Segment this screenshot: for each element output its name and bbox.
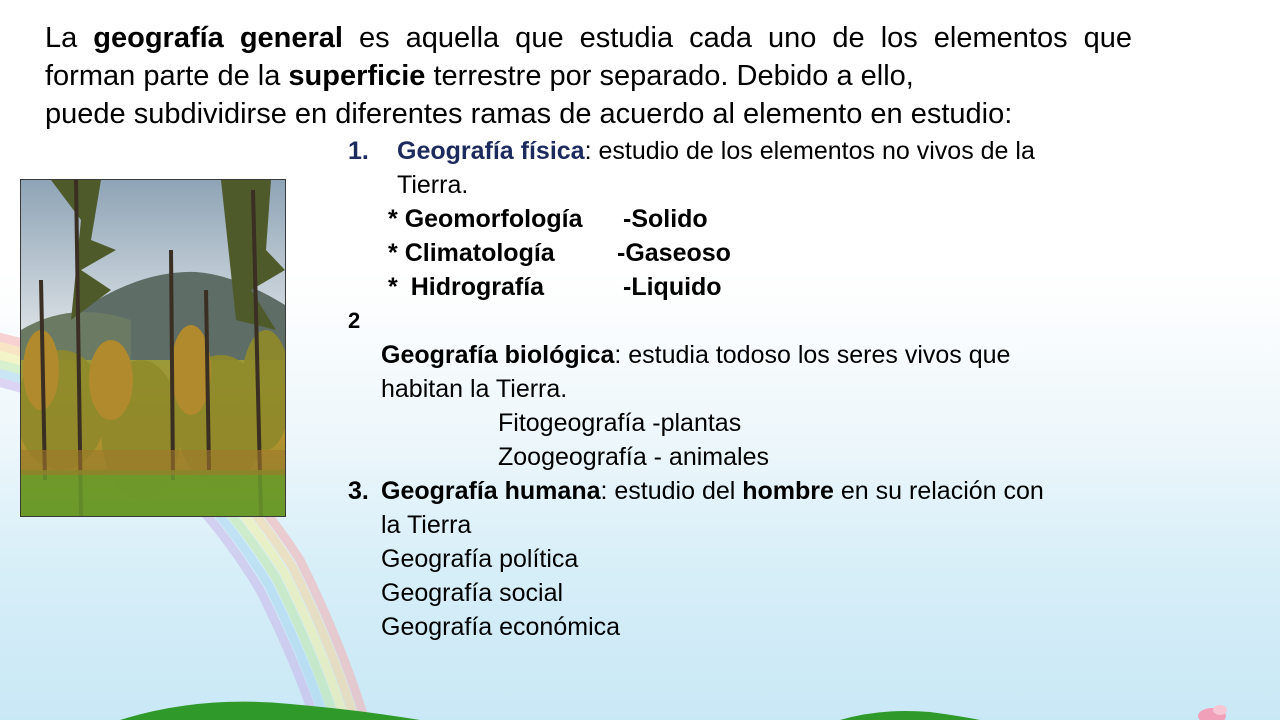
branch-desc: : estudia todoso los seres vivos que [614, 341, 1011, 369]
sub-branch-name: Climatología [404, 239, 555, 267]
intro-bold-term: geografía general [93, 22, 343, 54]
intro-last-line: puede subdividirse en diferentes ramas de acuerdo al elemento en estudio: [45, 98, 1013, 130]
intro-bold-term: superficie [288, 60, 426, 92]
branch-humana-line1 [381, 474, 1044, 508]
branch-biologica-line2: habitan la Tierra. [381, 375, 568, 403]
branch-title: Geografía biológica [381, 341, 615, 369]
branch-number: 3. [348, 477, 369, 505]
hill-right [840, 711, 980, 720]
bullet: * [388, 205, 398, 233]
sub-branch-name: Geomorfología [404, 205, 583, 233]
branch-biologica-line1 [381, 338, 1010, 372]
branch-desc: : estudio de los elementos no vivos de la [584, 137, 1035, 165]
intro-text: terrestre por separado. Debido a ello, [425, 60, 914, 92]
intro-paragraph [45, 19, 1132, 133]
sub-branch-item [388, 270, 544, 304]
sub-branch-item [388, 202, 582, 236]
bullet: * [388, 273, 398, 301]
hill-left [120, 702, 420, 720]
intro-text: La [45, 22, 94, 54]
sub-branch-item: Geografía política [381, 545, 579, 573]
sub-branch-item: Geografía económica [381, 613, 621, 641]
sub-branch-state: -Gaseoso [617, 239, 731, 267]
branch-desc: : estudio del [600, 477, 743, 505]
bullet: * [388, 239, 398, 267]
sub-branch-item: Fitogeografía -plantas [498, 409, 742, 437]
branch-desc: en su relación con [833, 477, 1044, 505]
sub-branch-item [388, 236, 555, 270]
branch-title: Geografía humana [381, 477, 601, 505]
sub-branch-name: Hidrografía [410, 273, 545, 301]
branch-fisica-line1 [397, 134, 1035, 168]
branch-title: Geografía física [397, 137, 585, 165]
sub-branch-state: -Solido [623, 205, 708, 233]
sub-branch-item: Geografía social [381, 579, 564, 607]
forest-photo [20, 179, 286, 517]
sub-branch-item: Zoogeografía - animales [498, 443, 769, 471]
intro-text: es aquella que estudia cada uno de los elementos que forman parte de la [45, 22, 1132, 92]
branch-humana-line2: la Tierra [381, 511, 472, 539]
branch-desc-bold: hombre [742, 477, 834, 505]
branch-number: 1. [348, 137, 369, 165]
sub-branch-state: -Liquido [623, 273, 722, 301]
branch-number: 2 [348, 308, 361, 333]
branch-fisica-line2: Tierra. [397, 171, 469, 199]
